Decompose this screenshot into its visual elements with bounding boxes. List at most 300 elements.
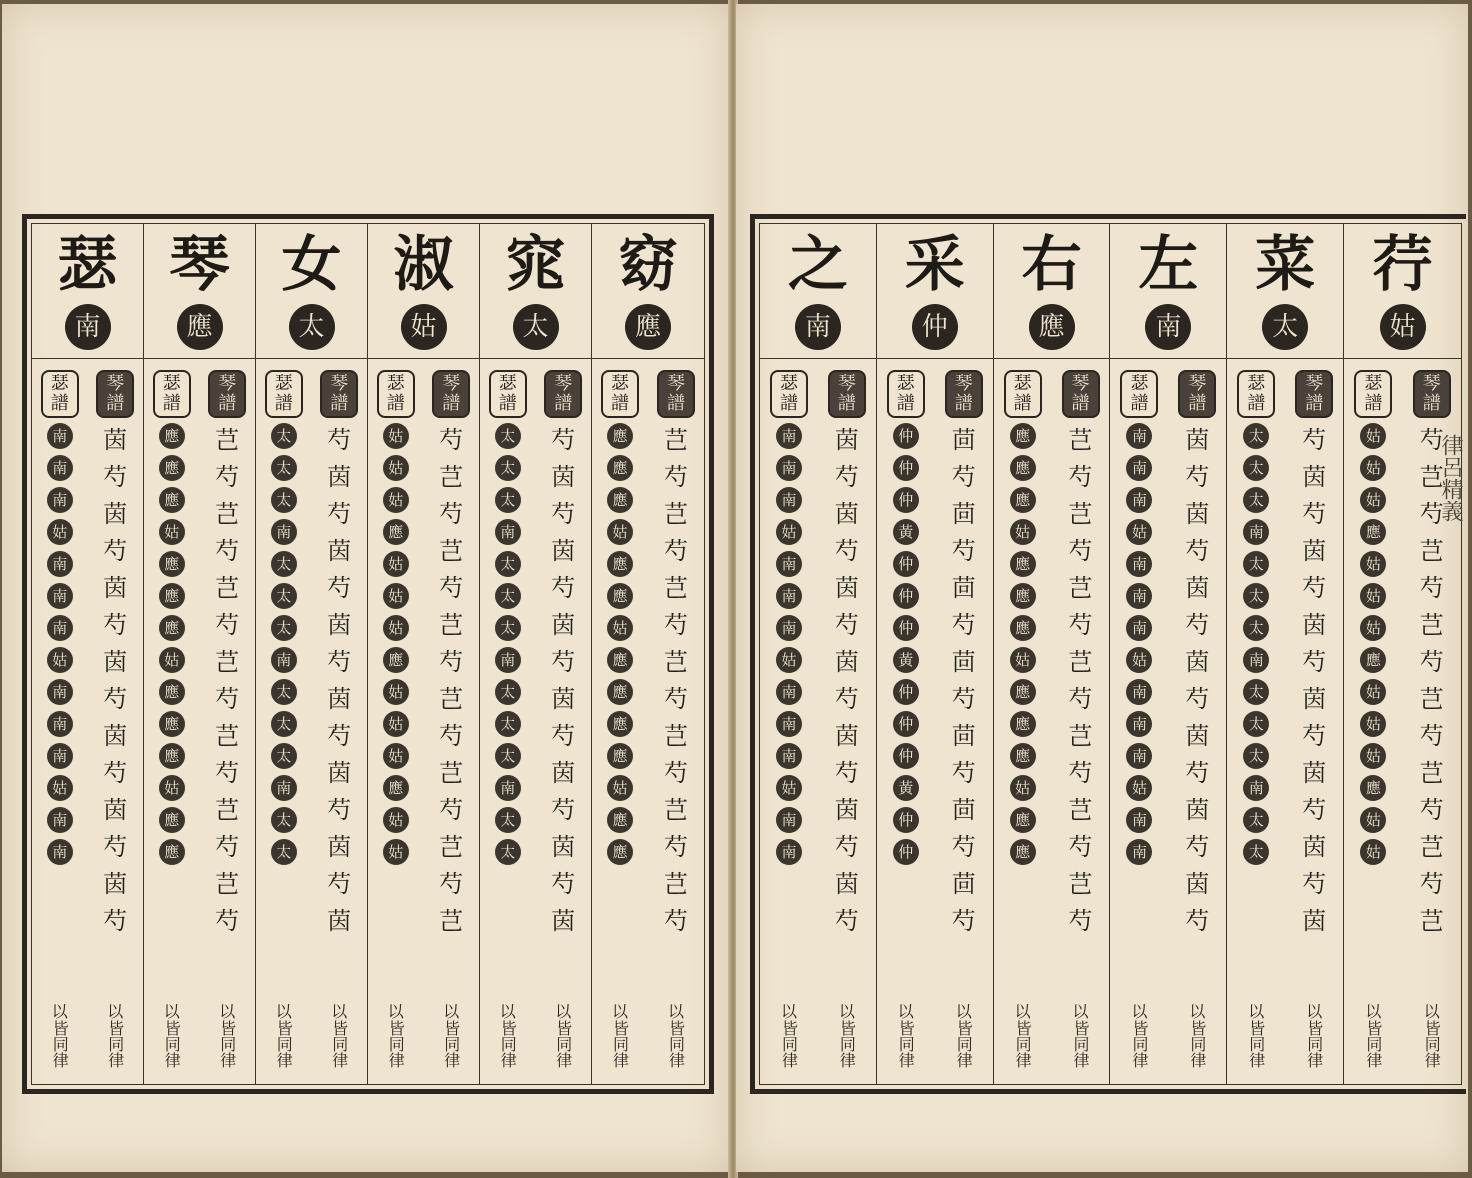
- se-note: 應: [1010, 583, 1036, 609]
- qin-note: 芍: [664, 759, 688, 787]
- qin-note: 芍: [103, 907, 128, 935]
- se-note: 南: [1126, 423, 1152, 449]
- se-note: 太: [495, 455, 521, 481]
- se-score-tag: 瑟譜: [1354, 370, 1392, 418]
- se-note: 姑: [159, 775, 185, 801]
- footnote-text: 皆同律: [329, 1020, 349, 1068]
- qin-note: 茵: [834, 574, 859, 602]
- se-note: 姑: [383, 583, 409, 609]
- footnote-text: 皆同律: [610, 1020, 630, 1068]
- footnote-char: 以: [897, 1002, 914, 1021]
- footnote-char: 以: [1423, 1002, 1440, 1021]
- footnote-text: 皆同律: [1246, 1020, 1266, 1068]
- column-footnote: [1344, 1003, 1402, 1068]
- se-notation-column: [760, 370, 818, 1004]
- se-note: 太: [1243, 839, 1269, 865]
- column-footnote: [368, 1003, 424, 1068]
- se-note: 南: [1126, 487, 1152, 513]
- qin-note: 芍: [215, 463, 240, 491]
- lyric-column: [480, 224, 592, 1084]
- pitch-note-circle: 南: [795, 304, 841, 350]
- footnote-char: 以: [163, 1002, 180, 1021]
- qin-note: 芑: [664, 648, 688, 676]
- qin-note: 芍: [551, 426, 576, 454]
- qin-note: 芍: [1419, 870, 1444, 898]
- se-note: 太: [1243, 487, 1269, 513]
- se-note: 太: [1243, 551, 1269, 577]
- qin-note: 芍: [664, 611, 688, 639]
- lyric-character: 女: [281, 230, 342, 300]
- footnote-char: 以: [331, 1002, 348, 1021]
- se-notation-column: [480, 370, 536, 1004]
- lyric-column: [1227, 224, 1344, 1084]
- qin-note: 芍: [327, 500, 352, 528]
- lyric-character: 菜: [1255, 230, 1316, 300]
- qin-note: 茵: [327, 907, 352, 935]
- se-note: 太: [1243, 615, 1269, 641]
- qin-notation-column: [424, 370, 480, 1004]
- se-note: 姑: [1010, 519, 1036, 545]
- footnote-char: 以: [611, 1002, 628, 1021]
- qin-notation-column: [935, 370, 993, 1004]
- se-notation-column: [32, 370, 88, 1004]
- pitch-note-circle: 太: [513, 304, 559, 350]
- lyric-character: 琴: [169, 230, 230, 300]
- qin-note: 芍: [551, 796, 576, 824]
- qin-score-tag: 琴譜: [1178, 370, 1216, 418]
- se-note: 太: [495, 583, 521, 609]
- qin-notation-column: [1168, 370, 1226, 1004]
- footnote-char: 以: [1248, 1002, 1265, 1021]
- qin-note: 芍: [664, 685, 688, 713]
- lyric-character: 之: [787, 230, 848, 300]
- qin-note: 茵: [103, 500, 128, 528]
- qin-note: 芑: [439, 907, 464, 935]
- qin-note: 芍: [1185, 537, 1210, 565]
- se-note: 南: [271, 519, 297, 545]
- qin-note: 芑: [215, 574, 240, 602]
- qin-note: 茵: [1185, 722, 1210, 750]
- se-note: 應: [1010, 839, 1036, 865]
- qin-note: 茵: [103, 648, 128, 676]
- se-note: 姑: [1360, 615, 1386, 641]
- se-note: 南: [1126, 839, 1152, 865]
- qin-note: 芍: [103, 685, 128, 713]
- se-note: 南: [1126, 615, 1152, 641]
- se-note: 應: [607, 487, 633, 513]
- qin-note: 茵: [1302, 759, 1327, 787]
- qin-note: 芍: [1419, 796, 1444, 824]
- se-note: 姑: [1010, 775, 1036, 801]
- qin-note: 茵: [327, 833, 352, 861]
- se-note: 應: [607, 455, 633, 481]
- se-note: 姑: [159, 519, 185, 545]
- qin-note: 茵: [551, 759, 576, 787]
- qin-note: 茵: [551, 833, 576, 861]
- se-note: 應: [159, 487, 185, 513]
- se-note: 姑: [383, 615, 409, 641]
- se-note: 黃: [893, 519, 919, 545]
- right-frame: [750, 214, 1466, 1094]
- left-frame: [22, 214, 714, 1094]
- se-note: 仲: [893, 615, 919, 641]
- se-note: 姑: [1360, 807, 1386, 833]
- footnote-char: 以: [955, 1002, 972, 1021]
- qin-note: 芑: [1419, 907, 1444, 935]
- qin-note: 芑: [664, 574, 688, 602]
- se-score-tag: 瑟譜: [153, 370, 191, 418]
- lyric-character: 右: [1021, 230, 1082, 300]
- footnote-text: 皆同律: [779, 1020, 799, 1068]
- lyric-column: [32, 224, 144, 1084]
- se-note: 南: [776, 711, 802, 737]
- se-note: 南: [495, 775, 521, 801]
- qin-note: 芑: [1068, 426, 1093, 454]
- qin-score-tag: 琴譜: [544, 370, 582, 418]
- qin-note: 茵: [1302, 685, 1327, 713]
- se-note: 仲: [893, 423, 919, 449]
- se-note: 南: [1126, 679, 1152, 705]
- se-note: 應: [1010, 455, 1036, 481]
- se-note: 太: [271, 679, 297, 705]
- qin-note: 芍: [1068, 611, 1093, 639]
- qin-note: 芍: [439, 648, 464, 676]
- se-notation-column: [256, 370, 312, 1004]
- se-note: 仲: [893, 807, 919, 833]
- se-note: 仲: [893, 679, 919, 705]
- qin-note: 芑: [1419, 463, 1444, 491]
- qin-note: 茵: [1185, 870, 1210, 898]
- qin-note: 芍: [1302, 574, 1327, 602]
- se-note: 姑: [776, 647, 802, 673]
- se-note: 太: [495, 423, 521, 449]
- qin-note: 茵: [1302, 833, 1327, 861]
- lyric-character: 荇: [1372, 230, 1433, 300]
- qin-note: 芍: [439, 574, 464, 602]
- se-note: 太: [495, 679, 521, 705]
- qin-notation-column: [648, 370, 704, 1004]
- qin-note: 芍: [103, 833, 128, 861]
- se-note: 南: [1126, 711, 1152, 737]
- qin-note: 芍: [1068, 833, 1093, 861]
- qin-note: 芍: [834, 833, 859, 861]
- qin-notation-column: [200, 370, 256, 1004]
- footnote-text: 皆同律: [1071, 1020, 1091, 1068]
- se-note: 太: [271, 807, 297, 833]
- footnote-text: 皆同律: [553, 1020, 573, 1068]
- qin-score-tag: 琴譜: [828, 370, 866, 418]
- se-note: 太: [271, 455, 297, 481]
- qin-note: 茵: [551, 685, 576, 713]
- se-note: 南: [47, 615, 73, 641]
- se-note: 應: [159, 807, 185, 833]
- se-note: 姑: [383, 487, 409, 513]
- qin-note: 芍: [1185, 907, 1210, 935]
- se-note: 太: [271, 423, 297, 449]
- pitch-note-circle: 太: [289, 304, 335, 350]
- se-note: 太: [1243, 711, 1269, 737]
- qin-note: 茵: [327, 685, 352, 713]
- qin-note: 茵: [1185, 574, 1210, 602]
- column-footnote: [256, 1003, 312, 1068]
- se-note: 南: [776, 551, 802, 577]
- se-note: 太: [1243, 583, 1269, 609]
- qin-score-tag: 琴譜: [1062, 370, 1100, 418]
- qin-note: 芍: [439, 722, 464, 750]
- qin-note: 茵: [834, 870, 859, 898]
- qin-note: 芑: [664, 426, 688, 454]
- qin-note: 芍: [551, 500, 576, 528]
- se-score-tag: 瑟譜: [377, 370, 415, 418]
- se-note: 太: [495, 487, 521, 513]
- qin-note: 芑: [215, 722, 240, 750]
- qin-note: 茵: [1185, 796, 1210, 824]
- se-note: 黃: [893, 647, 919, 673]
- se-note: 應: [159, 455, 185, 481]
- se-note: 姑: [1360, 711, 1386, 737]
- se-note: 仲: [893, 711, 919, 737]
- se-note: 應: [1360, 647, 1386, 673]
- qin-note: 芑: [215, 648, 240, 676]
- se-note: 南: [776, 423, 802, 449]
- qin-note: 芍: [1185, 463, 1210, 491]
- se-note: 太: [495, 551, 521, 577]
- qin-note: 茵: [551, 907, 576, 935]
- column-footnote: [480, 1003, 536, 1068]
- lyric-column: [368, 224, 480, 1084]
- qin-note: 芑: [1068, 574, 1093, 602]
- right-page: [736, 4, 1468, 1172]
- qin-note: 芍: [1068, 759, 1093, 787]
- qin-note: 芍: [1068, 907, 1093, 935]
- se-note: 姑: [1360, 839, 1386, 865]
- qin-score-tag: 琴譜: [657, 370, 695, 418]
- se-note: 仲: [893, 583, 919, 609]
- se-note: 姑: [159, 647, 185, 673]
- se-note: 姑: [607, 775, 633, 801]
- column-footnote: [592, 1003, 648, 1068]
- se-note: 仲: [893, 455, 919, 481]
- column-footnote: [32, 1003, 88, 1068]
- qin-note: 芍: [951, 463, 976, 491]
- qin-note: 茵: [834, 796, 859, 824]
- qin-note: 芑: [439, 611, 464, 639]
- qin-score-tag: 琴譜: [320, 370, 358, 418]
- qin-note: 芑: [215, 796, 240, 824]
- qin-note: 茵: [327, 611, 352, 639]
- se-note: 南: [271, 775, 297, 801]
- qin-note: 芑: [439, 759, 464, 787]
- se-note: 應: [383, 519, 409, 545]
- qin-note: 芑: [439, 833, 464, 861]
- qin-note: 芑: [215, 426, 240, 454]
- footnote-char: 以: [51, 1002, 68, 1021]
- qin-note: 芍: [951, 537, 976, 565]
- footnote-text: 皆同律: [1129, 1020, 1149, 1068]
- se-note: 姑: [1360, 583, 1386, 609]
- se-note: 應: [383, 647, 409, 673]
- qin-notation-column: [818, 370, 876, 1004]
- lyric-column: [144, 224, 256, 1084]
- qin-note: 茴: [951, 870, 976, 898]
- se-note: 南: [495, 647, 521, 673]
- qin-note: 芍: [103, 611, 128, 639]
- column-footnote: [760, 1003, 818, 1068]
- pitch-note-circle: 仲: [912, 304, 958, 350]
- footnote-char: 以: [1365, 1002, 1382, 1021]
- qin-note: 芍: [103, 463, 128, 491]
- se-notation-column: [994, 370, 1052, 1004]
- qin-note: 茵: [834, 500, 859, 528]
- se-notation-column: [1227, 370, 1285, 1004]
- qin-note: 茴: [951, 796, 976, 824]
- se-notation-column: [144, 370, 200, 1004]
- se-note: 南: [47, 551, 73, 577]
- se-note: 姑: [383, 423, 409, 449]
- se-note: 姑: [1126, 519, 1152, 545]
- qin-note: 茵: [1302, 907, 1327, 935]
- qin-note: 茵: [327, 759, 352, 787]
- qin-note: 芑: [664, 870, 688, 898]
- se-note: 應: [159, 711, 185, 737]
- qin-note: 芍: [1419, 426, 1444, 454]
- qin-note: 芍: [834, 685, 859, 713]
- se-note: 南: [776, 807, 802, 833]
- qin-note: 芍: [327, 648, 352, 676]
- qin-note: 芑: [1068, 648, 1093, 676]
- se-note: 姑: [1360, 551, 1386, 577]
- se-note: 應: [607, 647, 633, 673]
- qin-note: 茵: [1185, 426, 1210, 454]
- se-note: 姑: [383, 743, 409, 769]
- qin-note: 芍: [1302, 500, 1327, 528]
- footnote-char: 以: [1072, 1002, 1089, 1021]
- margin-title: 律呂精義: [1438, 434, 1463, 522]
- footnote-text: 皆同律: [896, 1020, 916, 1068]
- se-note: 應: [607, 679, 633, 705]
- column-footnote: [88, 1003, 144, 1068]
- footnote-text: 皆同律: [1422, 1020, 1442, 1068]
- se-note: 應: [159, 743, 185, 769]
- se-note: 姑: [1360, 743, 1386, 769]
- qin-note: 芍: [215, 907, 240, 935]
- footnote-text: 皆同律: [50, 1020, 70, 1068]
- pitch-note-circle: 南: [1145, 304, 1191, 350]
- se-note: 應: [1010, 743, 1036, 769]
- qin-note: 芍: [327, 870, 352, 898]
- footnote-text: 皆同律: [217, 1020, 237, 1068]
- footnote-char: 以: [219, 1002, 236, 1021]
- qin-note: 芍: [103, 537, 128, 565]
- se-note: 黃: [893, 775, 919, 801]
- se-note: 太: [1243, 679, 1269, 705]
- qin-note: 芍: [1185, 611, 1210, 639]
- se-note: 應: [1010, 807, 1036, 833]
- qin-note: 茵: [103, 426, 128, 454]
- qin-note: 茵: [551, 611, 576, 639]
- lyric-column: [592, 224, 704, 1084]
- qin-note: 芍: [439, 870, 464, 898]
- qin-note: 芑: [664, 796, 688, 824]
- footnote-char: 以: [1014, 1002, 1031, 1021]
- qin-note: 芍: [215, 833, 240, 861]
- se-note: 應: [159, 679, 185, 705]
- se-note: 南: [1126, 551, 1152, 577]
- se-note: 南: [47, 423, 73, 449]
- se-note: 太: [495, 711, 521, 737]
- se-note: 應: [1010, 711, 1036, 737]
- se-note: 南: [47, 679, 73, 705]
- se-note: 仲: [893, 487, 919, 513]
- qin-note: 芑: [439, 463, 464, 491]
- lyric-column: [877, 224, 994, 1084]
- se-note: 南: [776, 487, 802, 513]
- se-note: 太: [271, 583, 297, 609]
- se-note: 姑: [607, 615, 633, 641]
- se-note: 太: [271, 615, 297, 641]
- qin-note: 芍: [664, 463, 688, 491]
- footnote-text: 皆同律: [1304, 1020, 1324, 1068]
- se-note: 姑: [383, 807, 409, 833]
- qin-note: 芍: [215, 537, 240, 565]
- se-note: 太: [495, 839, 521, 865]
- footnote-char: 以: [780, 1002, 797, 1021]
- footnote-text: 皆同律: [954, 1020, 974, 1068]
- qin-note: 芍: [834, 907, 859, 935]
- se-note: 姑: [1010, 647, 1036, 673]
- se-note: 姑: [776, 519, 802, 545]
- se-score-tag: 瑟譜: [1120, 370, 1158, 418]
- se-note: 應: [1010, 679, 1036, 705]
- qin-note: 芍: [551, 870, 576, 898]
- qin-note: 芍: [1068, 463, 1093, 491]
- footnote-text: 皆同律: [498, 1020, 518, 1068]
- qin-notation-column: [1285, 370, 1343, 1004]
- column-footnote: [312, 1003, 368, 1068]
- se-note: 姑: [383, 679, 409, 705]
- se-note: 應: [607, 583, 633, 609]
- se-notation-column: [368, 370, 424, 1004]
- qin-notation-column: [312, 370, 368, 1004]
- qin-note: 芍: [664, 833, 688, 861]
- qin-note: 芍: [951, 759, 976, 787]
- se-note: 南: [47, 487, 73, 513]
- column-footnote: [1052, 1003, 1110, 1068]
- se-note: 太: [495, 615, 521, 641]
- qin-note: 芍: [664, 907, 688, 935]
- qin-note: 芑: [1419, 537, 1444, 565]
- se-note: 太: [271, 551, 297, 577]
- se-note: 姑: [383, 551, 409, 577]
- se-note: 應: [607, 839, 633, 865]
- qin-note: 芑: [1068, 870, 1093, 898]
- footnote-text: 皆同律: [105, 1020, 125, 1068]
- se-note: 姑: [47, 647, 73, 673]
- lyric-character: 窈: [618, 230, 678, 300]
- qin-note: 芍: [215, 685, 240, 713]
- lyric-column: [256, 224, 368, 1084]
- qin-note: 芍: [1419, 722, 1444, 750]
- se-note: 應: [159, 551, 185, 577]
- qin-note: 茴: [951, 722, 976, 750]
- pitch-note-circle: 應: [625, 304, 671, 350]
- column-footnote: [424, 1003, 480, 1068]
- se-note: 應: [1010, 487, 1036, 513]
- qin-score-tag: 琴譜: [945, 370, 983, 418]
- se-note: 南: [1243, 647, 1269, 673]
- pitch-note-circle: 太: [1262, 304, 1308, 350]
- se-note: 應: [159, 839, 185, 865]
